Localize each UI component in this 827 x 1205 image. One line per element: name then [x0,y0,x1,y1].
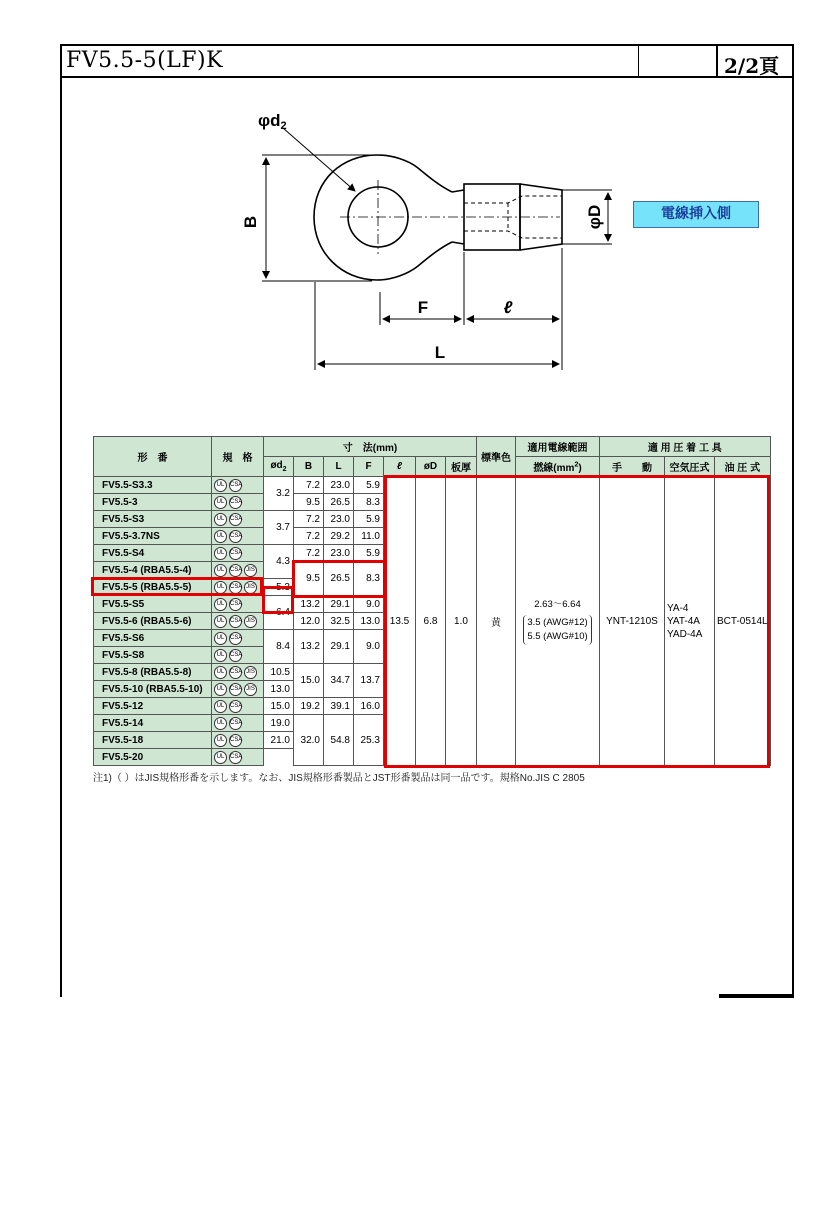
csa-mark-icon: CSA [229,717,242,730]
jis-mark-icon: JIS [244,564,257,577]
ul-mark-icon: UL [214,751,227,764]
label-d2: φd2 [258,111,287,132]
d-cell: 6.8 [416,477,446,766]
csa-mark-icon: CSA [229,547,242,560]
standards-cell [212,681,264,698]
col-color: 標準色 [477,437,516,477]
ul-mark-icon: UL [214,717,227,730]
page-number: 2/2頁 [724,54,780,78]
d2-cell: 19.0 [264,715,294,732]
ul-mark-icon: UL [214,632,227,645]
d2-cell: 3.7 [264,511,294,545]
air-tool-cell [665,477,715,766]
standards-cell [212,647,264,664]
jis-mark-icon: JIS [244,581,257,594]
ul-mark-icon: UL [214,700,227,713]
terminal-drawing [230,100,790,400]
label-d: φD [585,204,604,230]
model-cell: FV5.5-S6 [94,630,212,647]
b-cell: 19.2 [294,698,324,715]
csa-mark-icon: CSA [229,700,242,713]
col-air: 空気圧式 [665,457,715,477]
air-tool-item: YAT-4A [667,615,700,627]
l-cell: 23.0 [324,545,354,562]
d2-cell: 10.5 [264,664,294,681]
csa-mark-icon: CSA [229,615,242,628]
csa-mark-icon: CSA [229,649,242,662]
model-cell: FV5.5-3 [94,494,212,511]
ul-mark-icon: UL [214,615,227,628]
f-cell: 16.0 [354,698,384,715]
f-cell: 13.7 [354,664,384,698]
d2-cell: 4.3 [264,545,294,579]
f-cell: 5.9 [354,511,384,528]
header-divider [638,46,639,76]
d2-cell: 15.0 [264,698,294,715]
jis-mark-icon: JIS [244,615,257,628]
b-cell: 7.2 [294,528,324,545]
b-cell: 7.2 [294,477,324,494]
col-tools: 適 用 圧 着 工 具 [600,437,771,457]
standards-cell [212,732,264,749]
wire-range-cell [516,477,600,766]
model-cell: FV5.5-8 (RBA5.5-8) [94,664,212,681]
manual-tool-cell: YNT-1210S [600,477,665,766]
col-stranded: 撚線$(mm^2)$ [516,457,600,477]
standards-cell [212,579,264,596]
spec-table [93,436,771,766]
l-cell: 29.2 [324,528,354,545]
standards-cell [212,596,264,613]
model-cell: FV5.5-20 [94,749,212,766]
model-cell: FV5.5-18 [94,732,212,749]
model-cell: FV5.5-3.7NS [94,528,212,545]
col-f: F [354,457,384,477]
ul-mark-icon: UL [214,547,227,560]
l-cell: 54.8 [324,715,354,766]
jis-mark-icon: JIS [244,666,257,679]
model-cell: FV5.5-6 (RBA5.5-6) [94,613,212,630]
b-cell: 7.2 [294,511,324,528]
col-lsmall: ℓ [384,457,416,477]
jis-mark-icon: JIS [244,683,257,696]
b-cell: 15.0 [294,664,324,698]
d2-cell: 6.4 [264,596,294,630]
l-cell: 26.5 [324,562,354,596]
model-cell: FV5.5-4 (RBA5.5-4) [94,562,212,579]
standards-cell [212,545,264,562]
l-cell: 39.1 [324,698,354,715]
f-cell: 9.0 [354,630,384,664]
model-cell: FV5.5-12 [94,698,212,715]
b-cell: 13.2 [294,630,324,664]
model-cell: FV5.5-S3.3 [94,477,212,494]
csa-mark-icon: CSA [229,666,242,679]
ul-mark-icon: UL [214,666,227,679]
csa-mark-icon: CSA [229,751,242,764]
document-header [60,44,794,78]
label-total-l: L [434,343,446,362]
model-cell: FV5.5-S5 [94,596,212,613]
color-cell: 黄 [477,477,516,766]
b-cell: 9.5 [294,562,324,596]
col-manual: 手 動 [600,457,665,477]
model-cell: FV5.5-S3 [94,511,212,528]
model-cell: FV5.5-10 (RBA5.5-10) [94,681,212,698]
ul-mark-icon: UL [214,649,227,662]
csa-mark-icon: CSA [229,734,242,747]
ul-mark-icon: UL [214,530,227,543]
ul-mark-icon: UL [214,734,227,747]
awg-bracket [523,615,591,645]
col-standard: 規 格 [212,437,264,477]
standards-cell [212,664,264,681]
col-l: L [324,457,354,477]
l-cell: 29.1 [324,630,354,664]
b-cell: 9.5 [294,494,324,511]
label-f: F [417,298,429,317]
awg-10: 5.5 (AWG#10) [527,630,588,642]
col-model: 形 番 [94,437,212,477]
standards-cell [212,630,264,647]
l-cell: 23.0 [324,511,354,528]
col-b: B [294,457,324,477]
l-cell: 13.5 [384,477,416,766]
csa-mark-icon: CSA [229,530,242,543]
l-cell: 32.5 [324,613,354,630]
f-cell: 8.3 [354,494,384,511]
standards-cell [212,494,264,511]
col-oil: 油 圧 式 [715,457,771,477]
col-d2: $ød_2$ [264,457,294,477]
standards-cell [212,613,264,630]
f-cell: 8.3 [354,562,384,596]
csa-mark-icon: CSA [229,581,242,594]
d2-cell: 13.0 [264,681,294,698]
standards-cell [212,511,264,528]
label-b: B [241,215,260,229]
model-cell: FV5.5-14 [94,715,212,732]
footer-bar [719,994,794,998]
awg-12: 3.5 (AWG#12) [527,616,588,628]
ul-mark-icon: UL [214,581,227,594]
ul-mark-icon: UL [214,683,227,696]
standards-cell [212,715,264,732]
f-cell: 9.0 [354,596,384,613]
d2-cell: 5.3 [264,579,294,596]
b-cell: 7.2 [294,545,324,562]
header-divider [716,46,718,76]
f-cell: 13.0 [354,613,384,630]
b-cell: 13.2 [294,596,324,613]
csa-mark-icon: CSA [229,496,242,509]
oil-tool-cell: BCT-0514L [715,477,771,766]
csa-mark-icon: CSA [229,564,242,577]
model-cell: FV5.5-S4 [94,545,212,562]
f-cell: 25.3 [354,715,384,766]
label-l: ℓ [503,298,513,317]
d2-cell: 3.2 [264,477,294,511]
standards-cell [212,528,264,545]
csa-mark-icon: CSA [229,632,242,645]
footnote: 注1)（ ）はJIS規格形番を示します。なお、JIS規格形番製品とJST形番製品は同一品です。規格No.JIS C 2805 [93,773,585,784]
f-cell: 11.0 [354,528,384,545]
l-cell: 26.5 [324,494,354,511]
thickness-cell: 1.0 [446,477,477,766]
col-wire-range: 適用電線範囲 [516,437,600,457]
f-cell: 5.9 [354,545,384,562]
air-tool-item: YAD-4A [667,628,703,640]
l-cell: 23.0 [324,477,354,494]
d2-cell: 8.4 [264,630,294,664]
model-cell: FV5.5-S8 [94,647,212,664]
col-dimensions: 寸 法(mm) [264,437,477,457]
l-cell: 34.7 [324,664,354,698]
csa-mark-icon: CSA [229,683,242,696]
model-cell: FV5.5-5 (RBA5.5-5) [94,579,212,596]
ul-mark-icon: UL [214,496,227,509]
csa-mark-icon: CSA [229,479,242,492]
document-title: FV5.5-5(LF)K [66,48,224,73]
b-cell: 12.0 [294,613,324,630]
csa-mark-icon: CSA [229,513,242,526]
l-cell: 29.1 [324,596,354,613]
table-row [94,477,771,494]
wire-range-text: 2.63～6.64 [534,598,581,610]
ul-mark-icon: UL [214,564,227,577]
air-tool-item: YA-4 [667,602,689,614]
ul-mark-icon: UL [214,513,227,526]
standards-cell [212,749,264,766]
csa-mark-icon: CSA [229,598,242,611]
ul-mark-icon: UL [214,598,227,611]
standards-cell [212,477,264,494]
wire-insertion-side-label: 電線挿入側 [633,201,759,228]
f-cell: 5.9 [354,477,384,494]
ul-mark-icon: UL [214,479,227,492]
col-d: øD [416,457,446,477]
standards-cell [212,698,264,715]
standards-cell [212,562,264,579]
b-cell: 32.0 [294,715,324,766]
col-thickness: 板厚 [446,457,477,477]
d2-cell: 21.0 [264,732,294,749]
